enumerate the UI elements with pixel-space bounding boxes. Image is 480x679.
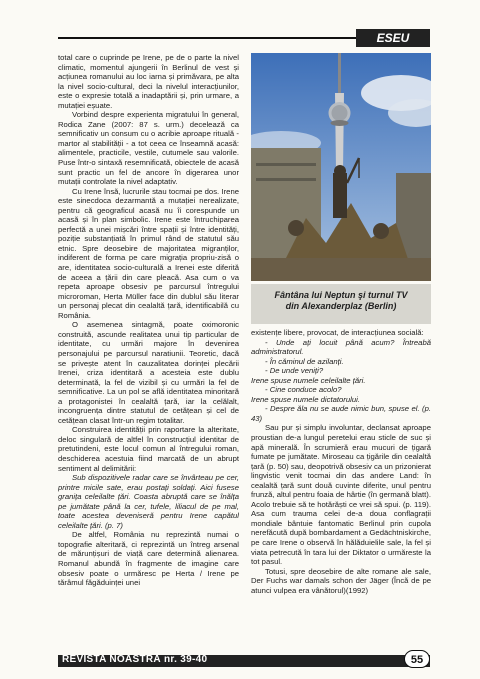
dialogue-line: - Cine conduce acolo?	[265, 385, 342, 395]
caption-line: din Alexanderplaz (Berlin)	[285, 301, 397, 311]
header-rule	[58, 37, 356, 39]
dialogue-line: - Despre ăla nu se aude nimic bun, spuse el. (p. 43)	[251, 404, 431, 423]
paragraph: Sau pur și simplu involuntar, declansat aproape proustian de-a lungul peretelui erau sticle de suc și apă minerală. În scrumieră erau mucuri de țigară fumate pe jumătate. Miroseau ca țigările din cealaltă țară (p. 50) sau, deopotrivă obsesiv ca un prizonierat lingvistic venit tocmai din das andere Land: în cealaltă țară sunt două cuvinte diferite, unul pentru frunză, altul pentru foaia de hârtie (în germană blatt). Acolo trebuie să te hotărăști ce vrei să spui. (p. 119). Asa cum trauma celei de-a doua conflagrații mondiale bântuie fantomatic Berlinul prin cupola nerefăcută după bombardament a Gedächtniskirche, pe care Irene o observă în hălăduielile sale, la fel și viata petrecută în tara lui der Diktator o urmăreste la tot pasul.	[251, 423, 431, 567]
paragraph: Construirea identității prin raportare la alteritate, deloc singulară de altfel în construcțiul identitar de pretutindeni, este locul comun al întregului roman, deschiderea acestuia fiind marcată de un abrupt sentiment al delimitării:	[58, 425, 239, 473]
section-label: ESEU	[356, 29, 430, 47]
paragraph: De altfel, România nu reprezintă numai o topografie alteritară, ci reprezintă un întreg arsenal de mărunțișuri de viață care determină alienarea. Romanul abundă în fragmente de imagine care obsesiv poate o urmăresc pe Herta / Irene pe tărâmul făgăduinței unei	[58, 530, 239, 588]
photo-caption	[251, 284, 431, 324]
dialogue-line: - De unde veniți?	[265, 366, 324, 376]
quote: Sub dispozitivele radar care se învârteau pe cer, printre micile sate, erau postați soldați. Aici fusese granița celeilalte țări. Coasta abruptă care se înălța pe jumătate până la cer, tufele, liliacul de pe mal, toate acestea deveniseră pentru Irene capătul celeilalte țări. (p. 7)	[58, 473, 239, 530]
paragraph: O asemenea sintagmă, poate oximoronic construită, ascunde realitatea unui tip particular de identitate, cu urmări majore în devenirea personajului pe parcursul naratiunii. Teoretic, dacă se privește atent în cauzalitatea dorinței plecării Irenei, criza identitară a acesteia este dublu determinată, la fel de vizibil și cu urmări la fel de semnificative. La un pol se află identitatea minoritară a protagonistei în cealaltă țară, iar la celălalt, incongruența dintre statutul de cetățean și cel de cetățean clasat într-un regim totalitar.	[58, 320, 239, 425]
berlin-tv-tower-photo	[251, 53, 431, 281]
caption-line: Fântâna lui Neptun şi turnul TV	[274, 290, 408, 300]
dialogue-line: - Unde ați locuit până acum? Întreabă administratorul.	[251, 337, 431, 357]
page-number: 55	[404, 650, 430, 668]
dialogue-line: Irene spuse numele dictatorului.	[251, 394, 360, 404]
dialogue-line: Irene spuse numele celeilalte țări.	[251, 375, 366, 385]
paragraph: total care o cuprinde pe Irene, pe de o parte la nivel climatic, momentul ajungerii în Berlinul de vest și acțiunea romanului au loc iarna și primăvara, pe alta la nivel socio-cultural, deci la nivelul interacțiunilor, este o expresie totală a inadaptării și, prin urmare, a mutației eșuate.	[58, 53, 239, 110]
dialogue-line: - În căminul de azilanți.	[265, 356, 344, 366]
left-column	[58, 53, 239, 645]
paragraph: existențe libere, provocat, de interacțiunea socială:	[251, 328, 424, 337]
paragraph: Totusi, spre deosebire de alte romane ale sale, Der Fuchs war damals schon der Jäger (Încă de pe atunci vulpea era vânătorul)(1992)	[251, 566, 431, 595]
paragraph: Vorbind despre experienta migratului în general, Rodica Zane (2007: 87 s. urm.) decelează ca semnificativ un consum cu o acribie aproape rituală - martor al stabilității - a tot ceea ce înseamnă acasă: alimentele, practicile, vestile, cutumele sau valorile. Puse într-o sintaxă resemnificată, obiectele de acasă sunt practic un fel de ancore în digerarea unor mutații controlate la nivel adaptativ.	[58, 110, 239, 187]
photo-illustration	[251, 53, 431, 281]
right-column	[251, 328, 431, 636]
paragraph: Cu Irene însă, lucrurile stau tocmai pe dos. Irene este sinecdoca dezarmantă a mutației nerealizate, pentru că geograficul acasă nu îi corespunde un acasă și în plan simbolic. Irene este întruchiparea perfectă a unei mișcări între spații și între identități, poziție substanțiată în primul rând de statutul său etnic. Spre deosebire de majoritatea migranților, indiferent de forma pe care migrația propriu-zisă o are, identitatea socio-culturală a Irenei este diferită de aceea a țării din care pleacă. Asa cum o va repeta aproape obsesiv pe parcursul întregului microroman, Herta Müller face din dublul său literar un personaj plecat din cealaltă țară, identificabilă cu România.	[58, 186, 239, 320]
magazine-title: REVISTA NOASTRĂ nr. 39-40	[62, 654, 208, 665]
